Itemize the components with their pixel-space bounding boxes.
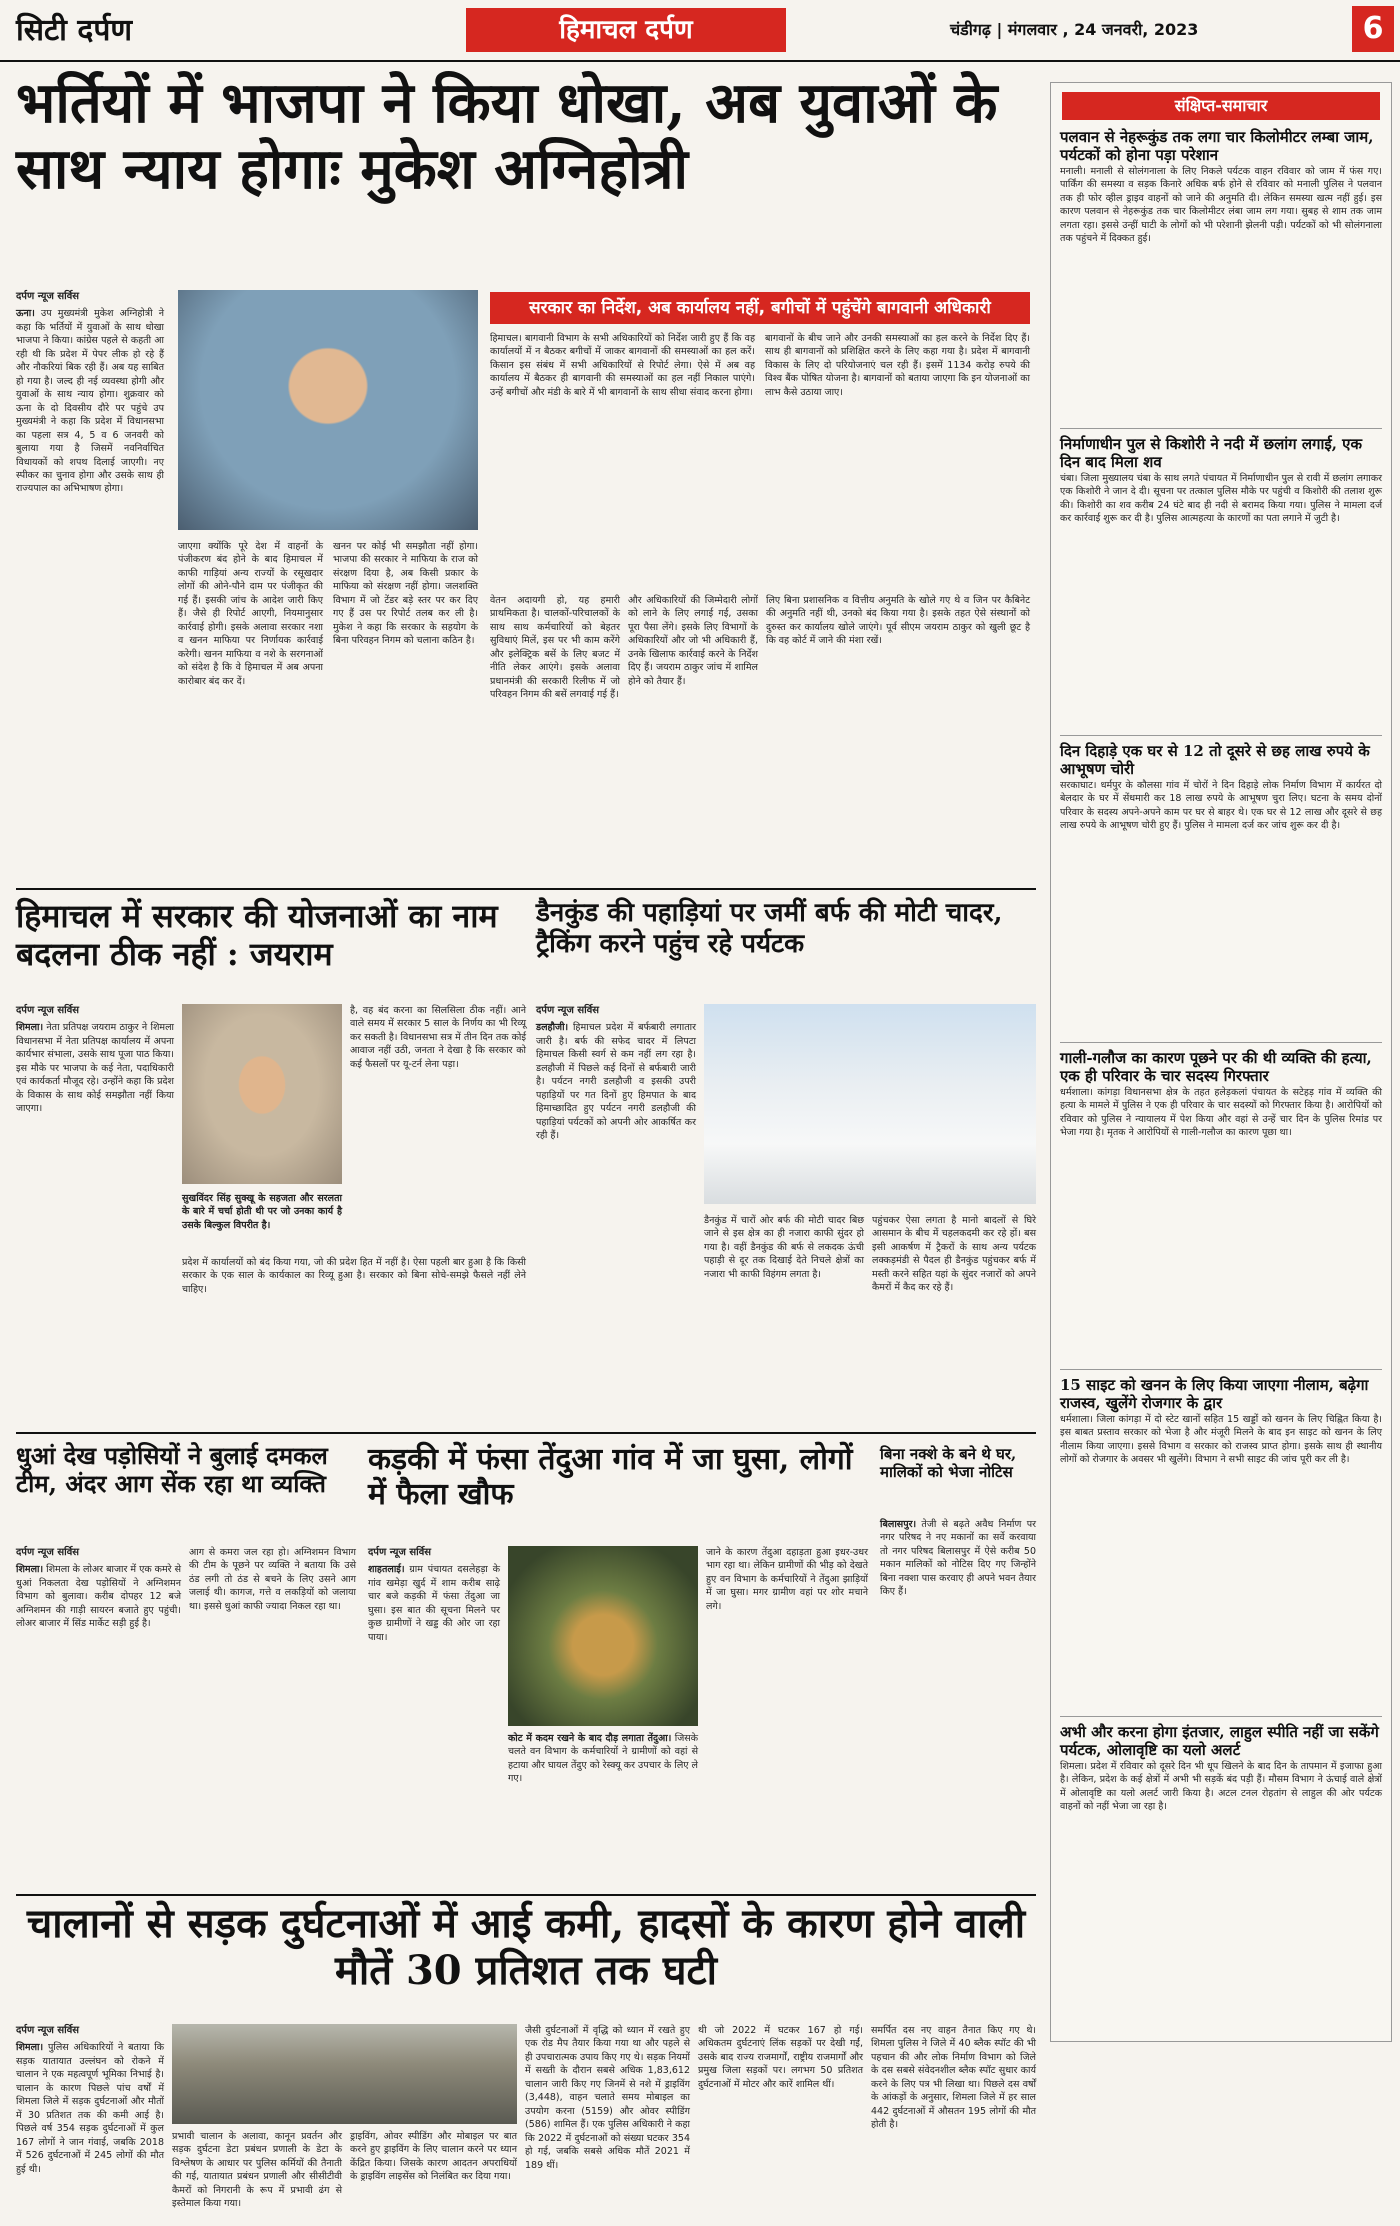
snow-photo <box>704 1004 1036 1204</box>
notice-text: बिलासपुर। तेजी से बढ़ते अवैध निर्माण पर नगर परिषद ने नए मकानों का सर्वे करवाया तो नगर परिषद बिलासपुर में ऐसे करीब 50 मकान मालिकों को नोटिस दिए गए जिन्होंने बिना नक्शा पास करवाए ही अपने भवन तैयार किए हैं। <box>880 1519 1036 1598</box>
jairam-column-3: है, वह बंद करना का सिलसिला ठीक नहीं। आने वाले समय में सरकार 5 साल के निर्णय का भी रिव्यू कर सकती है। विधानसभा सत्र में तीन दिन तक कोई आवाज नहीं उठी, जनता ने देखा है कि सरकार को कई फैसलों पर यू-टर्न लेना पड़ा। <box>350 1005 526 1070</box>
lead-column-1 <box>16 290 164 880</box>
lead-headline: भर्तियों में भाजपा ने किया धोखा, अब युवाओं के साथ न्याय होगाः मुकेश अग्निहोत्री <box>16 70 998 203</box>
sidebar-item: गाली-गलौज का कारण पूछने पर की थी व्यक्ति की हत्या, एक ही परिवार के चार सदस्य गिरफ्तार धर्मशाला। कांगड़ा विधानसभा क्षेत्र के तहत हलेड़कलां पंचायत के सटेहड़ गांव में व्यक्ति की हत्या के मामले में पुलिस ने एक ही परिवार के चार सदस्यों को गिरफ्तार किया है। आरोपियों को रविवार को पुलिस ने न्यायालय में पेश किया और वहां से उन्हें चार दिन के पुलिस रिमांड पर भेजा गया है। मृतक ने आरोपियों से गाली-गलौज का कारण पूछा था। <box>1060 1049 1382 1370</box>
jairam-caption: सुखविंदर सिंह सुक्खू के सहजता और सरलता के बारे में चर्चा होती थी पर जो उनका कार्य है उसके बिल्कुल विपरीत है। <box>182 1193 342 1231</box>
sidebar-item: पलवान से नेहरूकुंड तक लगा चार किलोमीटर लम्बा जाम, पर्यटकों को होना पड़ा परेशान मनाली। मनाली से सोलंगनाला के लिए निकले पर्यटक वाहन रविवार को जाम में फंस गए। पार्किंग की समस्या व सड़क किनारे अधिक बर्फ होने से रविवार को मनाली पुलिस ने पलवान तक ही फोर व्हील ड्राइव वाहनों को जाने की अनुमति दी। लेकिन समस्या खत्म नहीं हुई। इस कारण पलवान से नेहरूकुंड तक चार किलोमीटर लंबा जाम लग गया। सुबह से शाम तक जाम लगता रहा। इससे उन्हीं घाटी के लोगों को भी परेशानी झेलनी पड़ी। पर्यटकों को भी सोलंगनाला तक पहुंचने में दिक्कत हुई। <box>1060 128 1382 429</box>
jairam-photo <box>182 1004 342 1184</box>
fire-headline: धुआं देख पड़ोसियों ने बुलाई दमकल टीम, अंदर आग सेंक रहा था व्यक्ति <box>16 1441 328 1499</box>
challan-column-1: दर्पण न्यूज सर्विस शिमला। पुलिस अधिकारियों ने बताया कि सड़क यातायात उल्लंघन को रोकने में चालान ने एक महत्वपूर्ण भूमिका निभाई है। चालान के कारण पिछले पांच वर्षों में शिमला जिले में सड़क दुर्घटनाओं और मौतों में 30 प्रतिशत तक की कमी आई है। पिछले वर्ष 354 सड़क दुर्घटनाओं में कुल 167 लोगों ने जान गंवाई, जबकि 2018 में 526 दुर्घटनाओं में 245 लोगों की मौत हुई थी। <box>16 2025 165 2175</box>
fire-column-1: दर्पण न्यूज सर्विस शिमला। शिमला के लोअर बाजार में एक कमरे से धुआं निकलता देख पड़ोसियों ने अग्निशमन विभाग को बुलावा। करीब दोपहर 12 बजे अग्निशमन की गाड़ी सायरन बजाते हुए पहुंची। लोअर बाजार में सिंड मार्केट सड़ी हुई है। <box>16 1547 181 1630</box>
lead-column-5: बागवानों के बीच जाने और उनकी समस्याओं का हल करने के निर्देश दिए हैं। साथ ही बागवानों को प्रशिक्षित करने के लिए कहा गया है। प्रदेश में बागवानी विकास के लिए दो परियोजनाएं चल रही हैं। इसमें 1134 करोड़ रुपये की विश्व बैंक पोषित योजना है। बागवानों को बताया जाएगा कि इन योजनाओं का लाभ कैसे उठाया जाए। <box>765 333 1030 398</box>
lead-photo-mukesh <box>178 290 478 530</box>
divider <box>16 1894 1036 1896</box>
sidebar-items <box>1060 128 1382 2034</box>
snow-column-2: डैनकुंड में चारों ओर बर्फ की मोटी चादर बिछ जाने से इस क्षेत्र का ही नजारा काफी सुंदर हो गया है। वहीं डैनकुंड की बर्फ से लकदक ऊंची पहाड़ी से दूर तक दिखाई देते निचले क्षेत्रों का नजारा भी काफी विहंगम लगता है। <box>704 1215 864 1280</box>
leopard-headline: कड़की में फंसा तेंदुआ गांव में जा घुसा, लोगों में फैला खौफ <box>368 1442 853 1513</box>
dateline: चंडीगढ़ | मंगलवार , 24 जनवरी, 2023 <box>950 20 1199 39</box>
sidebar-item: दिन दिहाड़े एक घर से 12 तो दूसरे से छह लाख रुपये के आभूषण चोरी सरकाघाट। धर्मपुर के कौलसा गांव में चोरों ने दिन दिहाड़े लोक निर्माण विभाग में कार्यरत दो बेलदार के घर में सेंधमारी कर 18 लाख रुपये के आभूषण चुरा लिए। घटना के समय दोनों परिवार के सदस्य अपने-अपने काम पर घर से बाहर थे। एक घर से 12 लाख और दूसरे से छह लाख रुपये के आभूषण चोरी हुए हैं। पुलिस ने मामला दर्ज कर जांच शुरू कर दी है। <box>1060 742 1382 1043</box>
jairam-headline: हिमाचल में सरकार की योजनाओं का नाम बदलना ठीक नहीं : जयराम <box>16 897 498 973</box>
challan-column-4: जैसी दुर्घटनाओं में वृद्धि को ध्यान में रखते हुए एक रोड मैप तैयार किया गया था और पहले से ही उपचारात्मक उपाय किए गए थे। सड़क नियमों में सख्ती के दौरान सबसे अधिक 1,83,612 चालान जारी किए गए जिनमें से नशे में ड्राइविंग (3,448), वाहन चलाते समय मोबाइल का उपयोग करना (5159) और ओवर स्पीडिंग (586) शामिल हैं। एक पुलिस अधिकारी ने कहा कि 2022 में दुर्घटनाओं को संख्या घटकर 354 हो गई, जबकि सबसे अधिक मौतें 2021 में 189 थीं। <box>525 2025 690 2171</box>
byline: दर्पण न्यूज सर्विस <box>16 291 80 302</box>
section-banner: हिमाचल दर्पण <box>466 8 786 52</box>
brand-logo: सिटी दर्पण <box>16 13 133 48</box>
challan-column-6: समर्पित दस नए वाहन तैनात किए गए थे। शिमला पुलिस ने जिले में 40 ब्लैक स्पॉट की भी पहचान की और लोक निर्माण विभाग को जिले के दस सबसे संवेदनशील ब्लैक स्पॉट सुधार कार्य करने के लिए पत्र भी लिखा था। पिछले दस वर्षों के आंकड़ों के अनुसार, शिमला जिले में हर साल 442 दुर्घटनाओं में औसतन 195 लोगों की मौत होती है। <box>871 2025 1036 2131</box>
challan-column-2: प्रभावी चालान के अलावा, कानून प्रवर्तन और सड़क दुर्घटना डेटा प्रबंधन प्रणाली के डेटा के विश्लेषण के आधार पर पुलिस कर्मियों की तैनाती की गई, यातायात प्रबंधन प्रणाली और सीसीटीवी कैमरों को निगरानी के रूप में प्रभावी ढंग से इस्तेमाल किया गया। <box>172 2131 342 2210</box>
leopard-column-3: जाने के कारण तेंदुआ दहाड़ता हुआ इधर-उधर भाग रहा था। लेकिन ग्रामीणों की भीड़ को देखते हुए वन विभाग के कर्मचारियों ने तेंदुआ झाड़ियों में जा घुसा। मगर ग्रामीण वहां पर शोर मचाने लगे। <box>706 1547 868 1612</box>
snow-column-3: पहुंचकर ऐसा लगता है मानो बादलों से घिरे आसमान के बीच में चहलकदमी कर रहे हों। बस इसी आकर्षण में ट्रैकरों के साथ अन्य पर्यटक लक्कड़मंडी से पैदल ही डैनकुंड पहुंचकर बर्फ में मस्ती करने सहित यहां के सुंदर नजारों को अपने कैमरों में कैद कर रहे हैं। <box>872 1215 1036 1294</box>
lead-text-1: उप मुख्यमंत्री मुकेश अग्निहोत्री ने कहा कि भर्तियों में युवाओं के साथ धोखा भाजपा ने किया। कांग्रेस पहले से कहती आ रही थी कि प्रदेश में पेपर लीक हो रहे हैं और नौकरियां बिक रही हैं। अब यह साबित हो गया है। जल्द ही नई व्यवस्था होगी और युवाओं के साथ न्याय होगा। शुक्रवार को ऊना के दो दिवसीय दौरे पर पहुंचे उप मुख्यमंत्री ने कहा कि प्रदेश में विधानसभा का पहला सत्र 4, 5 व 6 जनवरी को बुलाया गया है जिसमें नवनिर्वाचित विधायकों को शपथ दिलाई जाएगी। नए स्पीकर का चुनाव होगा और उसके साथ ही राज्यपाल का अभिभाषण होगा। <box>16 308 164 495</box>
divider <box>16 1432 1036 1434</box>
jairam-column-1: दर्पण न्यूज सर्विस शिमला। नेता प्रतिपक्ष जयराम ठाकुर ने शिमला विधानसभा में नेता प्रतिपक्ष कार्यालय में अपना कार्यभार संभाला, उसके साथ पूजा पाठ किया। इस मौके पर भाजपा के कई नेता, पदाधिकारी एवं कार्यकर्ता मौजूद रहे। उन्होंने कहा कि प्रदेश के विकास के साथ कोई समझौता नहीं किया जाएगा। <box>16 1005 174 1115</box>
sidebar-item: अभी और करना होगा इंतजार, लाहुल स्पीति नहीं जा सकेंगे पर्यटक, ओलावृष्टि का यलो अलर्ट शिमला। प्रदेश में रविवार को दूसरे दिन भी धूप खिलने के बाद दिन के तापमान में इजाफा हुआ है। लेकिन, प्रदेश के कई क्षेत्रों में अभी भी सड़कें बंद पड़ी हैं। मौसम विभाग ने ऊंचाई वाले क्षेत्रों में ओलावृष्टि का यलो अलर्ट जारी किया है। अटल टनल रोहतांग से लाहुल की ओर पर्यटक वाहनों को नहीं भेजा जा रहा है। <box>1060 1723 1382 1813</box>
sidebar-header: संक्षिप्त-समाचार <box>1062 92 1380 120</box>
challan-column-5: थी जो 2022 में घटकर 167 हो गई। अधिकतम दुर्घटनाएं लिंक सड़कों पर देखी गईं, उसके बाद राज्य राजमार्गों, राष्ट्रीय राजमार्गों और प्रमुख जिला सड़कों पर। लगभग 50 प्रतिशत दुर्घटनाओं में मोटर और कारें शामिल थीं। <box>698 2025 863 2090</box>
sidebar-item: निर्माणाधीन पुल से किशोरी ने नदी में छलांग लगाई, एक दिन बाद मिला शव चंबा। जिला मुख्यालय चंबा के साथ लगते पंचायत में निर्माणाधीन पुल से रावी में छलांग लगाकर एक किशोरी ने जान दे दी। सूचना पर तत्काल पुलिस मौके पर पहुंची व किशोरी की तलाश शुरू की। किशोरी का शव करीब 24 घंटे बाद ही नदी से बरामद किया गया। पुलिस ने मामला दर्ज कर कार्रवाई शुरू कर दी है। पुलिस आत्महत्या के कारणों का पता लगाने में जुटी है। <box>1060 435 1382 736</box>
page-number: 6 <box>1352 6 1394 52</box>
lead-column-8: लिए बिना प्रशासनिक व वित्तीय अनुमति के खोले गए थे व जिन पर कैबिनेट की अनुमति नहीं थी, उनको बंद किया गया है। इसके तहत ऐसे संस्थानों को दुरुस्त कर कार्यालय खोले जाएंगे। पूर्व सीएम जयराम ठाकुर को खुली छूट है कि वह कोर्ट में जाने की मंशा रखें। <box>766 595 1030 647</box>
notice-headline: बिना नक्शे के बने थे घर, मालिकों को भेजा नोटिस <box>880 1445 1017 1481</box>
lead-column-2: जाएगा क्योंकि पूरे देश में वाहनों के पंजीकरण बंद होने के बाद हिमाचल में काफी गाड़ियां अन्य राज्यों के रसूखदार लोगों की ओने-पौने दाम पर पंजीकृत की गई हैं। इसकी जांच के आदेश जारी किए हैं। जैसे ही रिपोर्ट आएगी, नियमानुसार कार्रवाई होगी। इसके अलावा सरकार नशा व खनन माफिया पर निर्णायक कार्रवाई करेगी। खनन माफिया व नशे के सरगनाओं को संदेश है कि वे हिमाचल में अब अपना कारोबार बंद कर दें। <box>178 541 323 687</box>
lead-subhead: सरकार का निर्देश, अब कार्यालय नहीं, बगीचों में पहुंचेंगे बागवानी अधिकारी <box>490 292 1030 324</box>
snow-headline: डैनकुंड की पहाड़ियां पर जमीं बर्फ की मोटी चादर, ट्रैकिंग करने पहुंच रहे पर्यटक <box>536 898 1003 959</box>
lead-column-3: खनन पर कोई भी समझौता नहीं होगा। भाजपा की सरकार ने माफिया के राज को संरक्षण दिया है, अब किसी प्रकार के माफिया को संरक्षण नहीं होगा। जलशक्ति विभाग में जो टेंडर बड़े स्तर पर कर दिए गए हैं उस पर रिपोर्ट तलब कर ली है। मुकेश ने कहा कि सरकार के सहयोग के बिना परिवहन निगम को चलाना कठिन है। <box>333 541 478 647</box>
leopard-photo <box>508 1546 698 1726</box>
snow-column-1: दर्पण न्यूज सर्विस डलहौजी। हिमाचल प्रदेश में बर्फबारी लगातार जारी है। बर्फ की सफेद चादर में लिपटा हिमाचल किसी स्वर्ग से कम नहीं लग रहा है। डलहौजी में पिछले कई दिनों से बर्फबारी जारी है। पर्यटन नगरी डलहौजी व इसकी उपरी पहाड़ियों पर गत दिनों हुए हिमपात के बाद हिमाच्छादित हुए पर्यटन नगरी डलहौजी की पहाड़ियां पर्यटकों को अपनी ओर आकर्षित कर रही हैं। <box>536 1005 696 1142</box>
challan-column-3: ड्राइविंग, ओवर स्पीडिंग और मोबाइल पर बात करने हुए ड्राइविंग के लिए चालान करने पर ध्यान केंद्रित किया। जिसके कारण आदतन अपराधियों के ड्राइविंग लाइसेंस को निलंबित कर दिया गया। <box>350 2131 517 2183</box>
challan-photo <box>172 2024 517 2124</box>
lead-column-6: वेतन अदायगी हो, यह हमारी प्राथमिकता है। चालकों-परिचालकों के साथ साथ कर्मचारियों को बेहतर सुविधाएं मिलें, इस पर भी काम करेंगे और इलेक्ट्रिक बसें के लिए बजट में नीति लेकर आएंगे। इसके अलावा प्रधानमंत्री की सरकारी रिलीफ में जो परिवहन निगम की बसें लगवाई गई हैं। <box>490 595 620 701</box>
lead-column-7: और अधिकारियों की जिम्मेदारी लोगों को लाने के लिए लगाई गई, उसका पूरा पैसा लेंगे। इसके लिए विभागों के अधिकारियों और जो भी अधिकारी हैं, उनके खिलाफ कार्रवाई करने के निर्देश दिए हैं। जयराम ठाकुर जांच में शामिल होने को तैयार हैं। <box>628 595 758 687</box>
fire-column-2: आग से कमरा जल रहा हो। अग्निशमन विभाग की टीम के पूछने पर व्यक्ति ने बताया कि उसे ठंड लगी तो ठंड से बचने के लिए उसने आग जलाई थी। कागज, गत्ते व लकड़ियों को जलाया था। इससे धुआं काफी ज्यादा निकल रहा था। <box>189 1547 356 1612</box>
lead-column-4: हिमाचल। बागवानी विभाग के सभी अधिकारियों को निर्देश जारी हुए हैं कि वह कार्यालयों में न बैठकर बगीचों में जाकर बागवानों की समस्याओं का हल करें। किसान इस संबंध में सभी अधिकारियों से रिपोर्ट लेगा। ऐसे में अब वह कार्यालय में बैठकर ही बागवानी की समस्याओं का हल नहीं निकाल पाएंगे। उन्हें बगीचों और मंडी के बारे में भी बागवानों के साथ सीधा संवाद करना होगा। <box>490 333 755 398</box>
divider <box>16 888 1036 890</box>
place: ऊना। <box>16 308 35 320</box>
challan-headline: चालानों से सड़क दुर्घटनाओं में आई कमी, हादसों के कारण होने वाली मौतें 30 प्रतिशत तक घटी <box>26 1900 1026 1995</box>
leopard-column-1: दर्पण न्यूज सर्विस शाहतलाई। ग्राम पंचायत दसलेहड़ा के गांव खमेड़ा खुर्द में शाम करीब साढ़े चार बजे कड़की में फंसा तेंदुआ जा घुसा। इस बात की सूचना मिलने पर कुछ ग्रामीणों ने खड्ड की ओर जा रहा पाया। <box>368 1547 500 1643</box>
sidebar-item: 15 साइट को खनन के लिए किया जाएगा नीलाम, बढ़ेगा राजस्व, खुलेंगे रोजगार के द्वार धर्मशाला। जिला कांगड़ा में दो स्टेट खानों सहित 15 खड्डों को खनन के लिए चिह्नित किया है। इस बाबत प्रस्ताव सरकार को भेजा है और मंजूरी मिलने के बाद इन साइट को खनन के लिए नीलाम किया जाएगा। इससे विभाग व सरकार को राजस्व प्राप्त होगा। इसके साथ ही स्थानीय लोगों को रोजगार के अवसर भी खुलेंगे। विभाग ने सभी साइट की जांच पूरी कर ली है। <box>1060 1376 1382 1717</box>
jairam-column-4: प्रदेश में कार्यालयों को बंद किया गया, जो की प्रदेश हित में नहीं है। ऐसा पहली बार हुआ है कि किसी सरकार के एक साल के कार्यकाल का रिव्यू हुआ है। सरकार को बिना सोचे-समझे फैसले नहीं लेने चाहिए। <box>182 1257 526 1295</box>
leopard-column-2: कोट में कदम रखने के बाद दौड़ लगाता तेंदुआ। जिसके चलते वन विभाग के कर्मचारियों ने ग्रामीणों को वहां से हटाया और घायल तेंदुए को रेस्क्यू कर उपचार के लिए ले गए। <box>508 1733 698 1785</box>
